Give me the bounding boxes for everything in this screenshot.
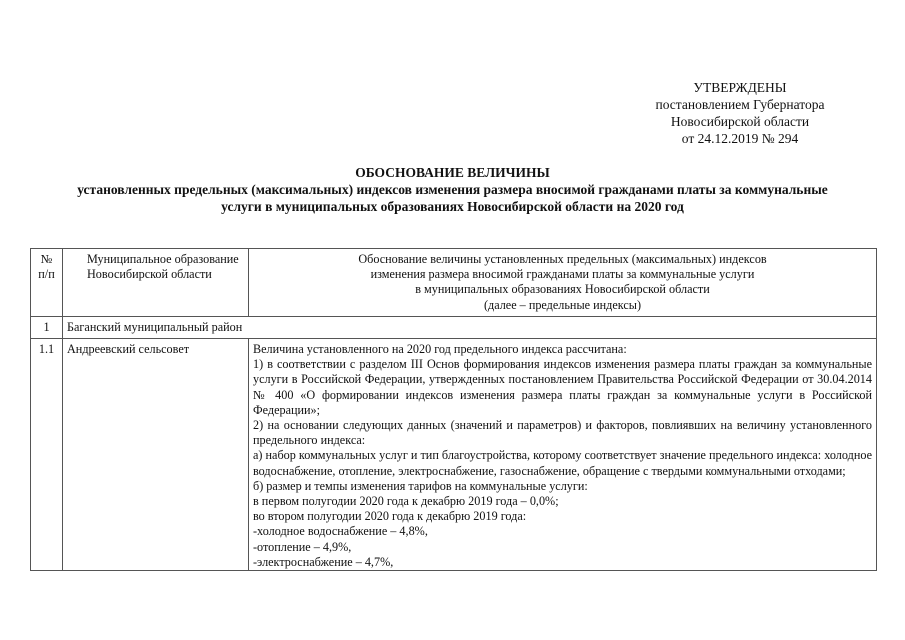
justification-item-2: 2) на основании следующих данных (значений и параметров) и факторов, повлиявших на величину установленного предельного индекса:	[253, 418, 872, 448]
table-row-district	[31, 316, 877, 338]
header-justification-line-3: в муниципальных образованиях Новосибирской области	[415, 282, 710, 297]
justification-item-a: а) набор коммунальных услуг и тип благоустройства, которому соответствует значение предельного индекса: холодное водоснабжение, отопление, электроснабжение, газоснабжение, обращение с твердыми коммунальными отходами;	[253, 448, 872, 478]
entry-justification	[249, 339, 877, 571]
approval-block	[600, 79, 880, 147]
justification-intro: Величина установленного на 2020 год предельного индекса рассчитана:	[253, 342, 627, 357]
header-justification-cell	[249, 249, 877, 317]
header-number-sign: №	[40, 252, 53, 266]
justification-item-1: 1) в соответствии с разделом III Основ формирования индексов изменения размера платы граждан за коммунальные услуги в Российской Федерации, утвержденных постановлением Правительства Российской Федерации от 30.04.2014 № 400 «О формировании индексов изменения размера платы граждан за коммунальные услуги в Российской Федерации»;	[253, 357, 872, 417]
entry-municipality-name: Андреевский сельсовет	[63, 339, 249, 571]
title-line-1: ОБОСНОВАНИЕ ВЕЛИЧИНЫ	[355, 165, 550, 180]
table-row-entry	[31, 339, 877, 571]
header-municipality-line-1: Муниципальное образование	[87, 252, 239, 266]
header-justification-line-4: (далее – предельные индексы)	[483, 297, 642, 312]
header-municipality-line-2: Новосибирской области	[87, 267, 212, 282]
entry-number: 1.1	[31, 339, 63, 571]
header-justification-line-1: Обоснование величины установленных предельных (максимальных) индексов	[358, 252, 767, 266]
district-name: Баганский муниципальный район	[63, 316, 877, 338]
approval-heading: УТВЕРЖДЕНЫ	[693, 80, 787, 95]
header-municipality-cell	[63, 249, 249, 317]
tariff-heating: -отопление – 4,9%,	[253, 539, 352, 554]
header-justification-line-2: изменения размера вносимой гражданами платы за коммунальные услуги	[370, 267, 755, 282]
tariff-electricity: -электроснабжение – 4,7%,	[253, 554, 394, 569]
justification-first-half: в первом полугодии 2020 года к декабрю 2019 года – 0,0%;	[253, 494, 559, 509]
title-line-3: услуги в муниципальных образованиях Новосибирской области на 2020 год	[221, 199, 684, 214]
title-line-2: установленных предельных (максимальных) индексов изменения размера вносимой гражданами платы за коммунальные	[77, 182, 828, 197]
approval-date-number: от 24.12.2019 № 294	[681, 131, 799, 146]
header-number-cell	[31, 249, 63, 317]
header-number-abbr: п/п	[38, 267, 55, 282]
justification-item-b: б) размер и темпы изменения тарифов на коммунальные услуги:	[253, 478, 588, 493]
table-header-row	[31, 249, 877, 317]
district-number: 1	[31, 316, 63, 338]
approval-region-line: Новосибирской области	[670, 114, 810, 129]
justification-second-half: во втором полугодии 2020 года к декабрю 2019 года:	[253, 509, 527, 524]
justification-table	[30, 248, 877, 571]
tariff-cold-water: -холодное водоснабжение – 4,8%,	[253, 524, 428, 539]
approval-decree-line: постановлением Губернатора	[655, 97, 825, 112]
document-title	[20, 164, 885, 215]
